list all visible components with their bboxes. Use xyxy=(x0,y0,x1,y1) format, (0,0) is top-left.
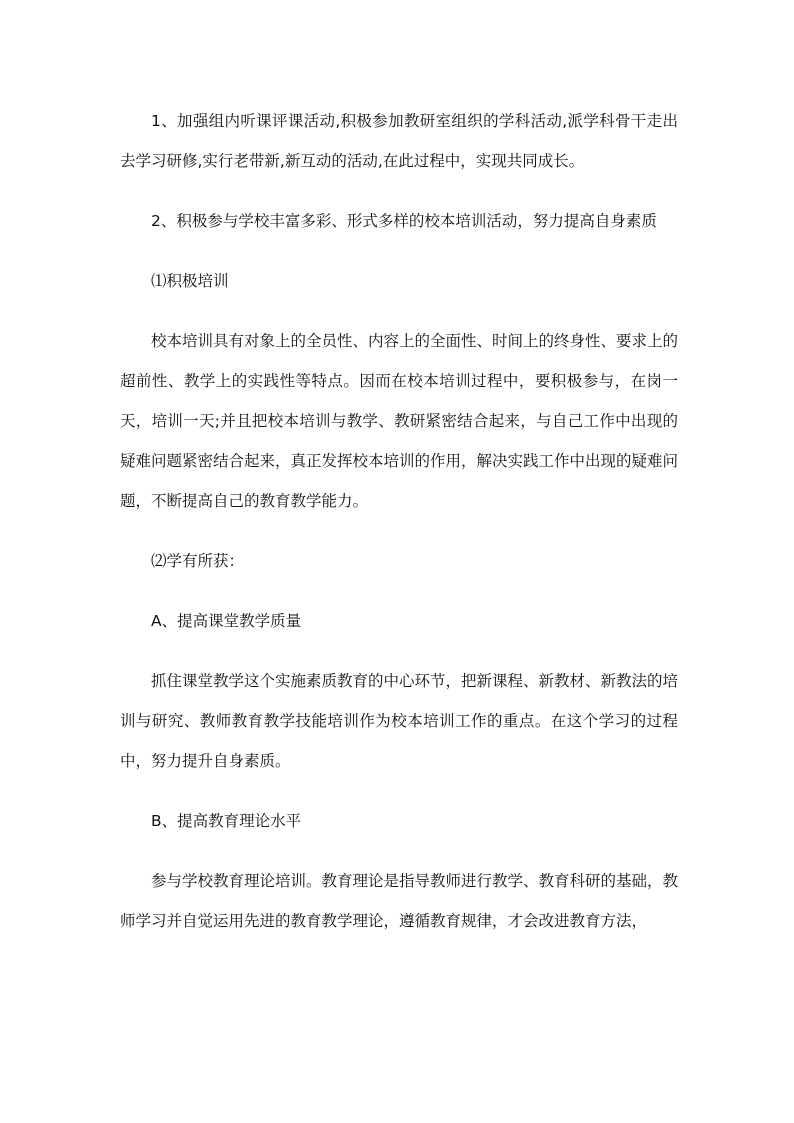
paragraph-9: 参与学校教育理论培训。教育理论是指导教师进行教学、教育科研的基础，教师学习并自觉运用先进的教育教学理论，遵循教育规律，才会改进教育方法， xyxy=(120,872,679,930)
paragraph-3: ⑴积极培训 xyxy=(151,272,229,290)
paragraph-7: 抓住课堂教学这个实施素质教育的中心环节，把新课程、新教材、新教法的培训与研究、教师教育教学技能培训作为校本培训工作的重点。在这个学习的过程中，努力提升自身素质。 xyxy=(120,672,679,770)
paragraph-1: 1、加强组内听课评课活动,积极参加教研室组织的学科活动,派学科骨干走出去学习研修,实行老带新,新互动的活动,在此过程中，实现共同成长。 xyxy=(120,112,678,170)
paragraph-8: B、提高教育理论水平 xyxy=(151,812,302,830)
paragraph-4: 校本培训具有对象上的全员性、内容上的全面性、时间上的终身性、要求上的超前性、教学上的实践性等特点。因而在校本培训过程中，要积极参与，在岗一天，培训一天;并且把校本培训与教学、教研紧密结合起来，与自己工作中出现的疑难问题紧密结合起来，真正发挥校本培训的作用，解决实践工作中出现的疑难问题，不断提高自己的教育教学能力。 xyxy=(120,332,679,510)
paragraph-2: 2、积极参与学校丰富多彩、形式多样的校本培训活动，努力提高自身素质 xyxy=(151,212,657,230)
document-body xyxy=(120,101,678,941)
paragraph-6: A、提高课堂教学质量 xyxy=(151,612,302,630)
paragraph-5: ⑵学有所获： xyxy=(151,552,245,570)
